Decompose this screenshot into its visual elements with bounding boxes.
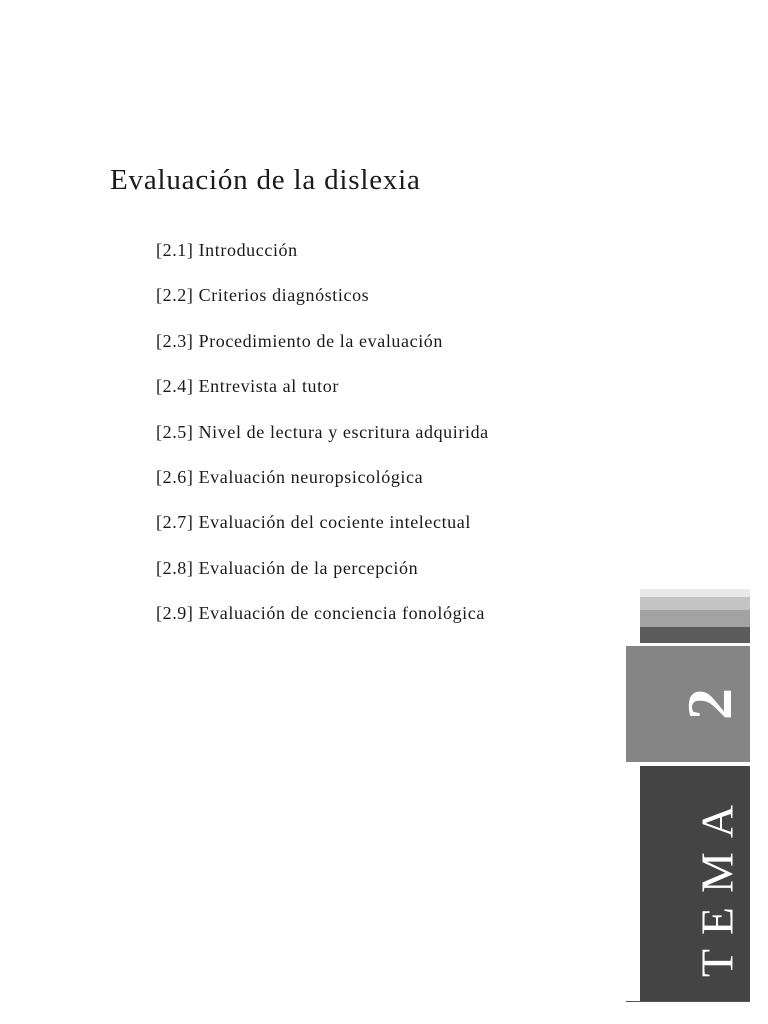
toc-item-2-9: [2.9] Evaluación de conciencia fonológica — [156, 603, 485, 624]
toc-item-2-2: [2.2] Criterios diagnósticos — [156, 285, 370, 306]
tab-bottom-rule — [626, 1001, 750, 1002]
tab-stripe-dark — [640, 627, 750, 643]
toc-item-2-3: [2.3] Procedimiento de la evaluación — [156, 330, 444, 351]
toc-item-2-5: [2.5] Nivel de lectura y escritura adquirida — [156, 421, 489, 442]
toc-item-2-8: [2.8] Evaluación de la percepción — [156, 557, 419, 578]
chapter-label-tab — [640, 766, 750, 1001]
toc-item-2-4: [2.4] Entrevista al tutor — [156, 376, 339, 397]
toc-item-2-7: [2.7] Evaluación del cociente intelectual — [156, 512, 471, 533]
tab-stripe-light — [640, 597, 750, 610]
table-of-contents — [156, 236, 489, 645]
tab-stripe-lightest — [640, 589, 750, 597]
toc-item-2-1: [2.1] Introducción — [156, 240, 298, 260]
page-title: Evaluación de la dislexia — [110, 164, 421, 196]
chapter-number-tab — [626, 646, 750, 762]
chapter-label: TEMA — [691, 790, 743, 977]
tab-stripe-medium — [640, 610, 750, 627]
toc-item-2-6: [2.6] Evaluación neuropsicológica — [156, 466, 424, 487]
chapter-number: 2 — [674, 688, 745, 720]
